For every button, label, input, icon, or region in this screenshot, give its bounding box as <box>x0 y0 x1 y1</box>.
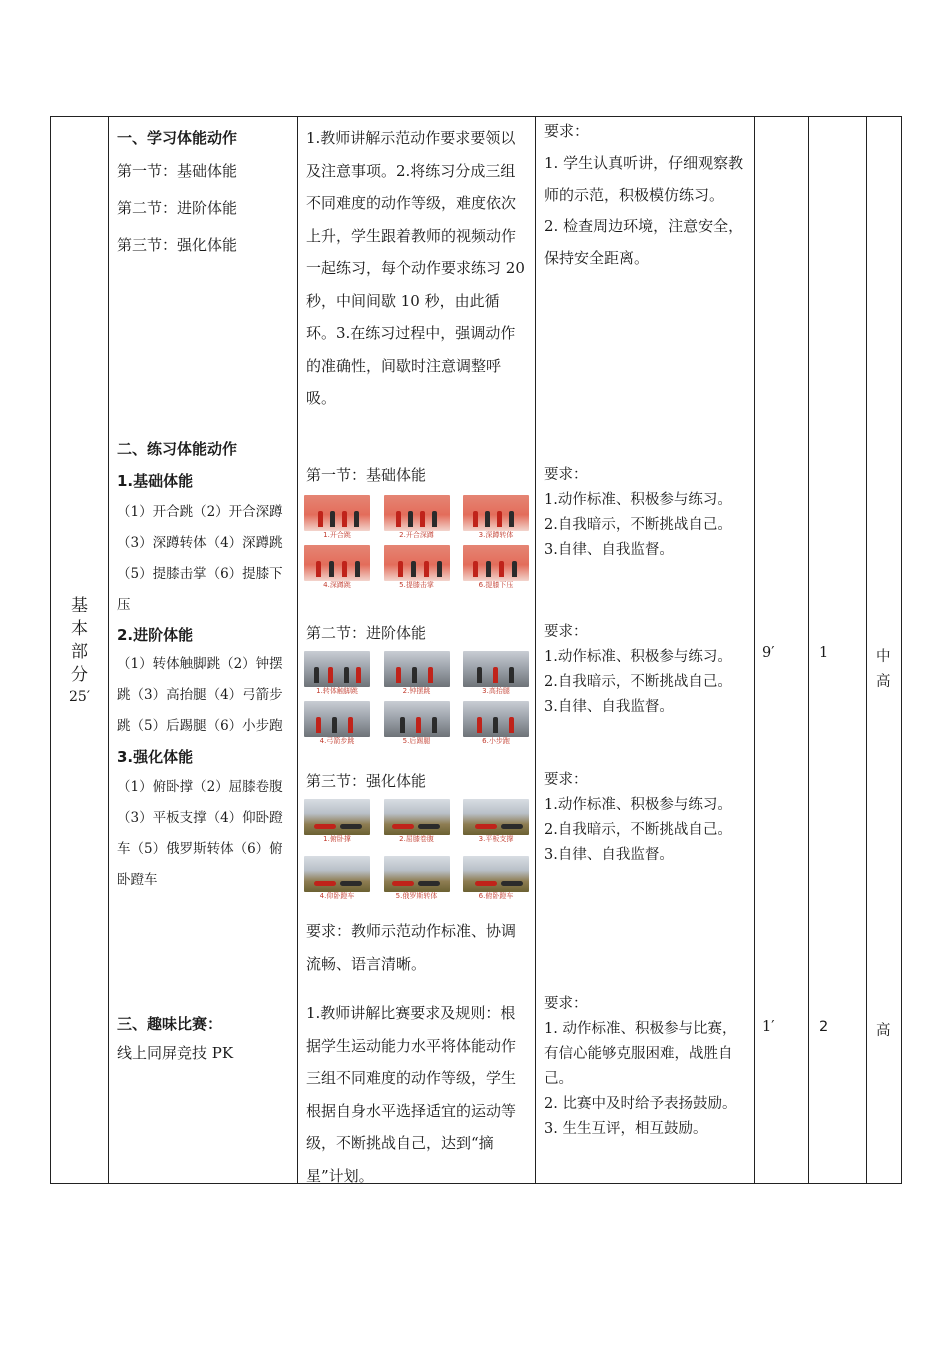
advanced-exercises: （1）转体触脚跳（2）钟摆跳（3）高抬腿（4）弓箭步跳（5）后踢腿（6）小步跑 <box>117 656 283 734</box>
contest-count: 2 <box>819 1019 829 1035</box>
contest-time: 1′ <box>762 1019 775 1035</box>
photo-caption: 1.俯卧撑 <box>323 835 351 843</box>
exercise-photo <box>463 856 529 892</box>
teacher-advanced-label: 第二节：进阶体能 <box>306 624 427 642</box>
requirement-label: 要求： <box>544 996 588 1012</box>
exercise-photo <box>304 701 370 737</box>
teacher-strength-label: 第三节：强化体能 <box>306 772 427 790</box>
photo-caption: 6.小步跑 <box>482 737 510 745</box>
practice-count: 1 <box>819 645 829 661</box>
part-label-char: 本 <box>71 619 88 639</box>
photo-caption: 5.俄罗斯转体 <box>395 892 438 900</box>
part-label-char: 基 <box>71 596 88 616</box>
teacher-basic-label: 第一节：基础体能 <box>306 466 427 484</box>
section1-item: 第二节：进阶体能 <box>117 199 238 217</box>
requirement-item: 2.自我暗示，不断挑战自己。 <box>544 674 732 690</box>
photo-caption: 5.后踢腿 <box>402 737 431 745</box>
practice-intensity: 高 <box>876 674 891 690</box>
section3-subtitle: 线上同屏竞技 PK <box>117 1044 234 1062</box>
requirement-item: 2. 比赛中及时给予表扬鼓励。 <box>544 1096 737 1112</box>
student-advanced-requirements <box>544 620 748 720</box>
teacher-section1-text: 1.教师讲解示范动作要求要领以及注意事项。2.将练习分成三组不同难度的动作等级，难度依次上升，学生跟着教师的视频动作一起练习，每个动作要求练习 20 秒，中间间歇 10 秒，由此循环。3.在练习过程中，强调动作的准确性，间歇时注意调整呼吸。 <box>306 129 525 407</box>
strength-photo-grid <box>304 799 529 906</box>
section3-title: 三、趣味比赛： <box>117 1015 223 1033</box>
requirement-item: 2.自我暗示，不断挑战自己。 <box>544 517 732 533</box>
section2-title: 二、练习体能动作 <box>117 440 238 458</box>
contest-intensity: 高 <box>876 1023 891 1039</box>
basic-title: 1.基础体能 <box>117 472 194 490</box>
photo-caption: 4.深蹲跳 <box>323 581 351 589</box>
student-strength-requirements <box>544 768 748 868</box>
basic-photo-grid <box>304 495 529 595</box>
advanced-title: 2.进阶体能 <box>117 626 194 644</box>
basic-exercises: （1）开合跳（2）开合深蹲（3）深蹲转体（4）深蹲跳（5）提膝击掌（6）提膝下压 <box>117 504 283 613</box>
section1-content <box>117 123 291 264</box>
part-label <box>51 595 108 687</box>
photo-caption: 3.高抬腿 <box>482 687 510 695</box>
photo-caption: 3.平板支撑 <box>478 835 514 843</box>
student-cell <box>536 117 755 1184</box>
exercise-photo <box>384 856 450 892</box>
exercise-photo <box>463 799 529 835</box>
advanced-photo-grid <box>304 651 529 751</box>
student-section1-requirements <box>544 119 748 274</box>
photo-caption: 4.仰卧蹬车 <box>319 892 355 900</box>
practice-time: 9′ <box>762 645 775 661</box>
requirement-item: 3.自律、自我监督。 <box>544 542 674 558</box>
section2-content <box>117 433 291 896</box>
photo-caption: 3.深蹲转体 <box>478 531 514 539</box>
exercise-photo <box>463 701 529 737</box>
time-cell <box>755 117 809 1184</box>
part-label-char: 部 <box>71 642 88 662</box>
part-time: 25′ <box>69 689 90 705</box>
requirement-item: 1. 学生认真听讲，仔细观察教师的示范，积极模仿练习。 <box>544 154 744 204</box>
section1-item: 第一节：基础体能 <box>117 162 238 180</box>
requirement-item: 2. 检查周边环境，注意安全，保持安全距离。 <box>544 217 744 267</box>
exercise-photo <box>304 856 370 892</box>
practice-intensity: 中 <box>876 649 891 665</box>
exercise-photo <box>304 799 370 835</box>
exercise-photo <box>304 651 370 687</box>
photo-caption: 6.提膝下压 <box>478 581 514 589</box>
exercise-photo <box>384 545 450 581</box>
photo-caption: 5.提膝击掌 <box>399 581 434 589</box>
lesson-plan-table <box>50 116 902 1184</box>
requirement-item: 3. 生生互评，相互鼓励。 <box>544 1121 708 1137</box>
content-cell <box>109 117 298 1184</box>
photo-caption: 1.开合跳 <box>323 531 351 539</box>
exercise-photo <box>384 701 450 737</box>
photo-caption: 2.屈膝卷腹 <box>399 835 434 843</box>
teacher-cell <box>298 117 536 1184</box>
photo-caption: 1.转体触脚跳 <box>316 687 358 695</box>
count-cell <box>809 117 867 1184</box>
requirement-item: 3.自律、自我监督。 <box>544 847 674 863</box>
student-section3-requirements <box>544 992 748 1142</box>
strength-exercises: （1）俯卧撑（2）屈膝卷腹（3）平板支撑（4）仰卧蹬车（5）俄罗斯转体（6）俯卧蹬车 <box>117 779 283 888</box>
section1-title: 一、学习体能动作 <box>117 129 238 147</box>
requirement-label: 要求： <box>544 772 588 788</box>
requirement-label: 要求： <box>544 624 588 640</box>
table-row <box>51 117 902 1184</box>
exercise-photo <box>384 495 450 531</box>
photo-caption: 2.开合深蹲 <box>399 531 434 539</box>
exercise-photo <box>463 545 529 581</box>
strength-title: 3.强化体能 <box>117 748 194 766</box>
requirement-label: 要求： <box>544 467 588 483</box>
exercise-photo <box>304 545 370 581</box>
requirement-item: 1.动作标准、积极参与练习。 <box>544 797 732 813</box>
section3-content <box>117 1009 291 1067</box>
requirement-item: 3.自律、自我监督。 <box>544 699 674 715</box>
requirement-item: 2.自我暗示，不断挑战自己。 <box>544 822 732 838</box>
intensity-cell <box>867 117 902 1184</box>
requirement-item: 1.动作标准、积极参与练习。 <box>544 649 732 665</box>
part-cell <box>51 117 109 1184</box>
photo-caption: 2.钟摆跳 <box>402 687 431 695</box>
student-basic-requirements <box>544 463 748 563</box>
requirement-label: 要求： <box>544 122 590 140</box>
section1-item: 第三节：强化体能 <box>117 236 238 254</box>
exercise-photo <box>384 799 450 835</box>
teacher-demo-requirement: 要求：教师示范动作标准、协调流畅、语言清晰。 <box>306 922 517 973</box>
part-label-char: 分 <box>71 665 88 685</box>
requirement-item: 1.动作标准、积极参与练习。 <box>544 492 732 508</box>
photo-caption: 6.俯卧蹬车 <box>478 892 514 900</box>
requirement-item: 1. 动作标准、积极参与比赛，有信心能够克服困难，战胜自己。 <box>544 1021 737 1087</box>
exercise-photo <box>463 651 529 687</box>
exercise-photo <box>463 495 529 531</box>
exercise-photo <box>384 651 450 687</box>
exercise-photo <box>304 495 370 531</box>
teacher-section3-text: 1.教师讲解比赛要求及规则：根据学生运动能力水平将体能动作三组不同难度的动作等级，学生根据自身水平选择适宜的运动等级，不断挑战自己，达到“摘星”计划。 <box>306 1004 517 1185</box>
photo-caption: 4.弓箭步跳 <box>319 737 355 745</box>
